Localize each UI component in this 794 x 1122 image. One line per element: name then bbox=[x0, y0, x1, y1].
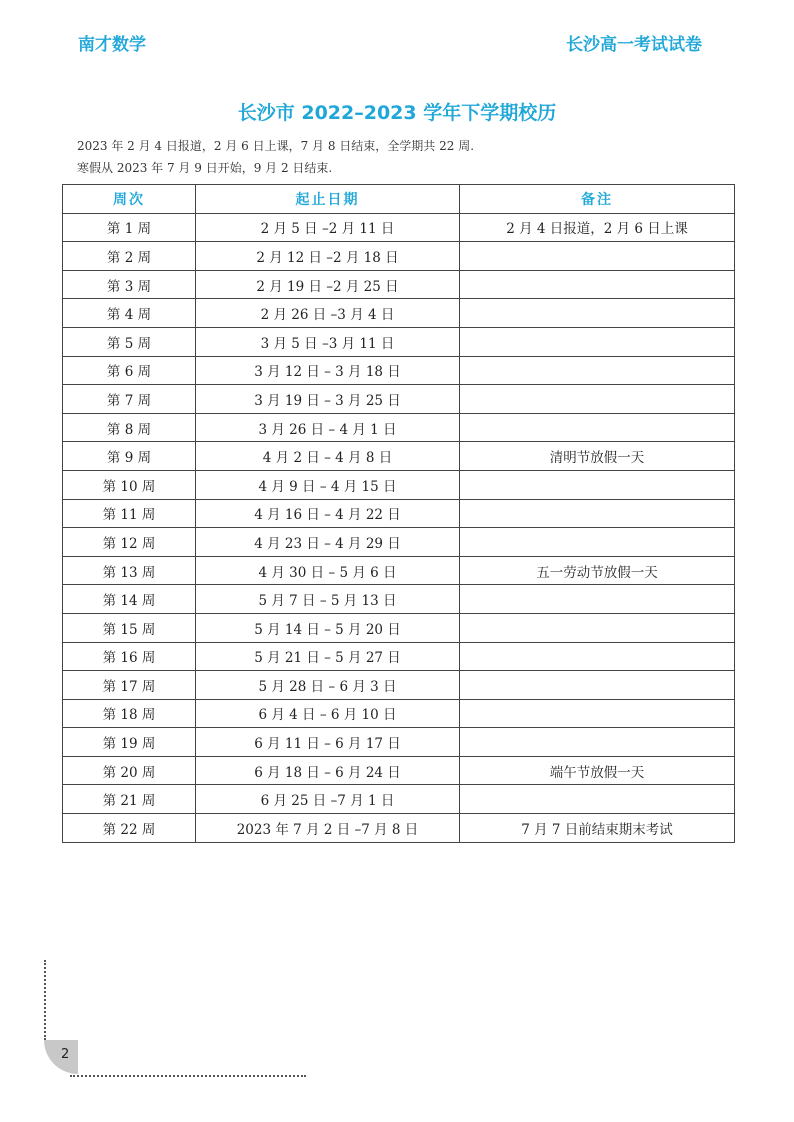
cell-note: 清明节放假一天 bbox=[460, 442, 735, 471]
dotted-border-horizontal bbox=[70, 1075, 306, 1077]
table-row bbox=[63, 785, 735, 814]
cell-dates: 3 月 5 日 –3 月 11 日 bbox=[196, 327, 460, 356]
cell-week: 第 13 周 bbox=[63, 556, 196, 585]
cell-week: 第 15 周 bbox=[63, 613, 196, 642]
calendar-table bbox=[62, 184, 735, 843]
cell-dates: 4 月 23 日 – 4 月 29 日 bbox=[196, 528, 460, 557]
cell-dates: 5 月 7 日 – 5 月 13 日 bbox=[196, 585, 460, 614]
table-row bbox=[63, 585, 735, 614]
page-number: 2 bbox=[61, 1047, 70, 1062]
cell-note bbox=[460, 785, 735, 814]
cell-week: 第 20 周 bbox=[63, 756, 196, 785]
table-row bbox=[63, 385, 735, 414]
cell-note: 端午节放假一天 bbox=[460, 756, 735, 785]
table-row bbox=[63, 242, 735, 271]
table-header-row bbox=[63, 185, 735, 214]
table-row bbox=[63, 671, 735, 700]
cell-dates: 6 月 18 日 – 6 月 24 日 bbox=[196, 756, 460, 785]
cell-week: 第 8 周 bbox=[63, 413, 196, 442]
cell-note bbox=[460, 356, 735, 385]
cell-note bbox=[460, 671, 735, 700]
header-notes: 备注 bbox=[460, 185, 735, 214]
cell-note bbox=[460, 642, 735, 671]
table-row bbox=[63, 356, 735, 385]
table-row bbox=[63, 814, 735, 843]
cell-note bbox=[460, 613, 735, 642]
table-row bbox=[63, 613, 735, 642]
intro-line-2: 寒假从 2023 年 7 月 9 日开始，9 月 2 日结束. bbox=[77, 161, 333, 175]
cell-note bbox=[460, 499, 735, 528]
intro-line-1: 2023 年 2 月 4 日报道，2 月 6 日上课，7 月 8 日结束，全学期共 22 周. bbox=[77, 139, 475, 153]
cell-note bbox=[460, 270, 735, 299]
table-row bbox=[63, 213, 735, 242]
cell-week: 第 21 周 bbox=[63, 785, 196, 814]
cell-note: 五一劳动节放假一天 bbox=[460, 556, 735, 585]
cell-dates: 2 月 19 日 –2 月 25 日 bbox=[196, 270, 460, 299]
cell-week: 第 9 周 bbox=[63, 442, 196, 471]
cell-week: 第 14 周 bbox=[63, 585, 196, 614]
cell-dates: 2 月 5 日 –2 月 11 日 bbox=[196, 213, 460, 242]
table-row bbox=[63, 642, 735, 671]
cell-dates: 2 月 12 日 –2 月 18 日 bbox=[196, 242, 460, 271]
cell-week: 第 3 周 bbox=[63, 270, 196, 299]
cell-note bbox=[460, 385, 735, 414]
cell-dates: 4 月 30 日 – 5 月 6 日 bbox=[196, 556, 460, 585]
table-row bbox=[63, 699, 735, 728]
cell-note bbox=[460, 327, 735, 356]
dotted-border-vertical bbox=[44, 960, 46, 1040]
cell-dates: 3 月 12 日 – 3 月 18 日 bbox=[196, 356, 460, 385]
header-right-label: 长沙高一考试试卷 bbox=[566, 35, 702, 55]
cell-note: 7 月 7 日前结束期末考试 bbox=[460, 814, 735, 843]
cell-dates: 4 月 9 日 – 4 月 15 日 bbox=[196, 470, 460, 499]
cell-week: 第 2 周 bbox=[63, 242, 196, 271]
cell-dates: 2 月 26 日 –3 月 4 日 bbox=[196, 299, 460, 328]
table-row bbox=[63, 270, 735, 299]
cell-week: 第 10 周 bbox=[63, 470, 196, 499]
cell-dates: 4 月 16 日 – 4 月 22 日 bbox=[196, 499, 460, 528]
cell-week: 第 19 周 bbox=[63, 728, 196, 757]
cell-dates: 4 月 2 日 – 4 月 8 日 bbox=[196, 442, 460, 471]
cell-note bbox=[460, 585, 735, 614]
table-row bbox=[63, 556, 735, 585]
cell-dates: 5 月 28 日 – 6 月 3 日 bbox=[196, 671, 460, 700]
cell-week: 第 11 周 bbox=[63, 499, 196, 528]
cell-dates: 3 月 26 日 – 4 月 1 日 bbox=[196, 413, 460, 442]
header-dates: 起止日期 bbox=[196, 185, 460, 214]
cell-note: 2 月 4 日报道，2 月 6 日上课 bbox=[460, 213, 735, 242]
cell-note bbox=[460, 699, 735, 728]
cell-week: 第 18 周 bbox=[63, 699, 196, 728]
cell-week: 第 7 周 bbox=[63, 385, 196, 414]
table-row bbox=[63, 442, 735, 471]
cell-note bbox=[460, 413, 735, 442]
cell-week: 第 22 周 bbox=[63, 814, 196, 843]
page-title: 长沙市 2022–2023 学年下学期校历 bbox=[237, 102, 557, 124]
cell-week: 第 12 周 bbox=[63, 528, 196, 557]
table-row bbox=[63, 470, 735, 499]
table-row bbox=[63, 299, 735, 328]
table-row bbox=[63, 528, 735, 557]
cell-week: 第 5 周 bbox=[63, 327, 196, 356]
table-row bbox=[63, 756, 735, 785]
table-row bbox=[63, 728, 735, 757]
table-row bbox=[63, 413, 735, 442]
cell-dates: 6 月 4 日 – 6 月 10 日 bbox=[196, 699, 460, 728]
cell-dates: 5 月 21 日 – 5 月 27 日 bbox=[196, 642, 460, 671]
cell-dates: 3 月 19 日 – 3 月 25 日 bbox=[196, 385, 460, 414]
cell-note bbox=[460, 242, 735, 271]
table-row bbox=[63, 327, 735, 356]
cell-note bbox=[460, 728, 735, 757]
cell-dates: 2023 年 7 月 2 日 –7 月 8 日 bbox=[196, 814, 460, 843]
header-week: 周次 bbox=[63, 185, 196, 214]
cell-week: 第 6 周 bbox=[63, 356, 196, 385]
cell-week: 第 1 周 bbox=[63, 213, 196, 242]
cell-note bbox=[460, 470, 735, 499]
cell-dates: 5 月 14 日 – 5 月 20 日 bbox=[196, 613, 460, 642]
header-left-label: 南才数学 bbox=[78, 35, 146, 55]
cell-week: 第 17 周 bbox=[63, 671, 196, 700]
table-row bbox=[63, 499, 735, 528]
cell-week: 第 4 周 bbox=[63, 299, 196, 328]
cell-note bbox=[460, 299, 735, 328]
cell-dates: 6 月 25 日 –7 月 1 日 bbox=[196, 785, 460, 814]
cell-note bbox=[460, 528, 735, 557]
cell-week: 第 16 周 bbox=[63, 642, 196, 671]
cell-dates: 6 月 11 日 – 6 月 17 日 bbox=[196, 728, 460, 757]
